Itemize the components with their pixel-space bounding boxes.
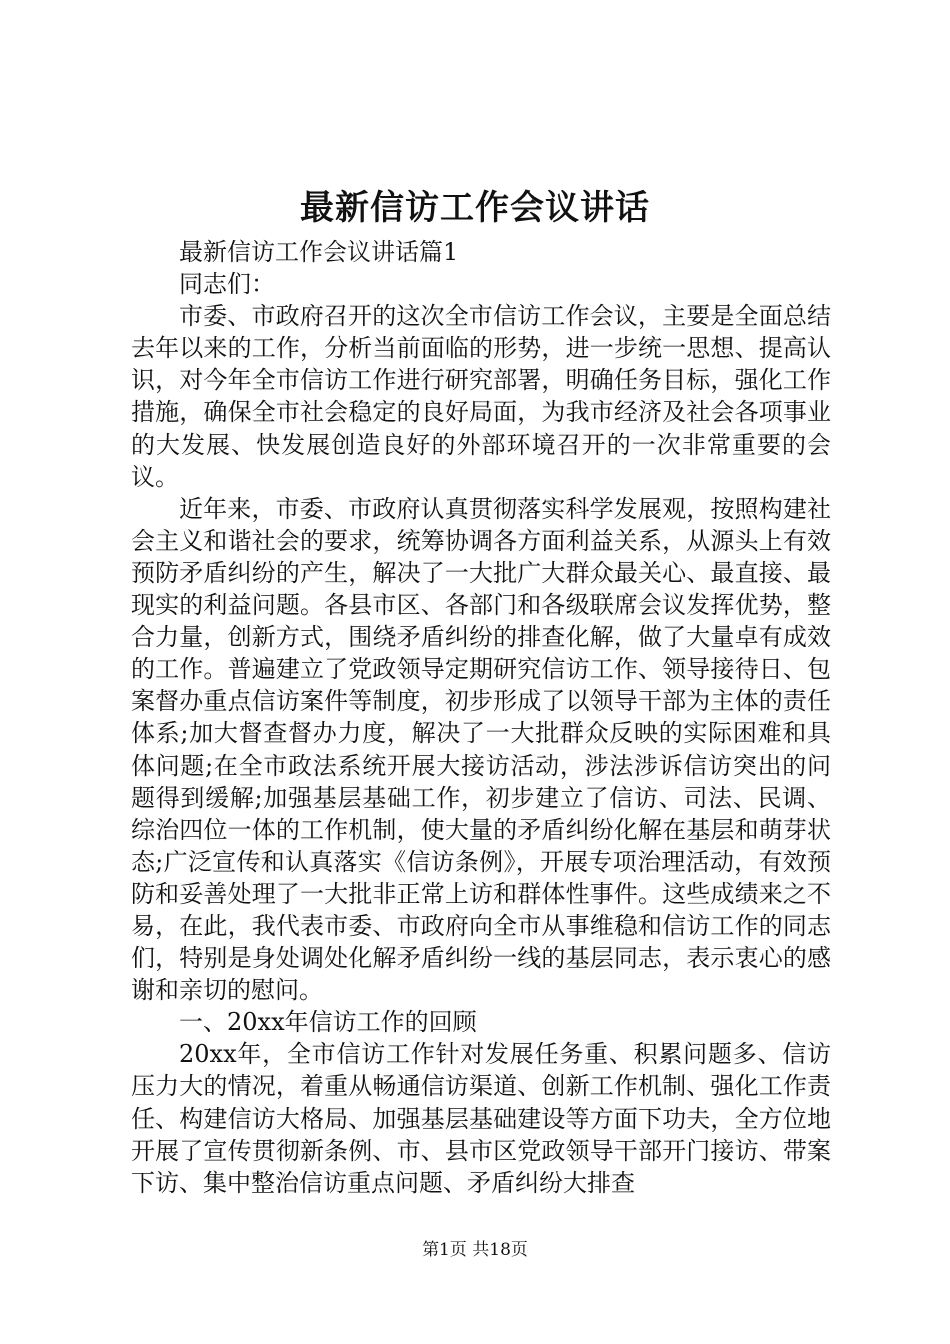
page-footer: 第1页 共18页 (422, 1240, 528, 1260)
salutation: 同志们： (179, 270, 275, 299)
subsection-heading: 一、20xx年信访工作的回顾 (179, 1008, 477, 1037)
document-title: 最新信访工作会议讲话 (300, 188, 650, 228)
paragraph-intro: 市委、市政府召开的这次全市信访工作会议，主要是全面总结去年以来的工作，分析当前面临的形势，进一步统一思想、提高认识，对今年全市信访工作进行研究部署，明确任务目标，强化工作措施，确保全市社会稳定的良好局面，为我市经济及社会各项事业的大发展、快发展创造良好的外部环境召开的一次非常重要的会议。 (131, 302, 831, 491)
section-heading: 最新信访工作会议讲话篇1 (179, 238, 459, 266)
document-body (131, 236, 831, 1199)
paragraph-review: 20xx年，全市信访工作针对发展任务重、积累问题多、信访压力大的情况，着重从畅通信访渠道、创新工作机制、强化工作责任、构建信访大格局、加强基层基础建设等方面下功夫，全方位地开展了宣传贯彻新条例、市、县市区党政领导干部开门接访、带案下访、集中整治信访重点问题、矛盾纠纷大排查 (131, 1040, 831, 1197)
paragraph-achievements: 近年来，市委、市政府认真贯彻落实科学发展观，按照构建社会主义和谐社会的要求，统筹协调各方面利益关系，从源头上有效预防矛盾纠纷的产生，解决了一大批广大群众最关心、最直接、最现实的利益问题。各县市区、各部门和各级联席会议发挥优势，整合力量，创新方式，围绕矛盾纠纷的排查化解，做了大量卓有成效的工作。普遍建立了党政领导定期研究信访工作、领导接待日、包案督办重点信访案件等制度，初步形成了以领导干部为主体的责任体系;加大督查督办力度，解决了一大批群众反映的实际困难和具体问题;在全市政法系统开展大接访活动，涉法涉诉信访突出的问题得到缓解;加强基层基础工作，初步建立了信访、司法、民调、综治四位一体的工作机制，使大量的矛盾纠纷化解在基层和萌芽状态;广泛宣传和认真落实《信访条例》，开展专项治理活动，有效预防和妥善处理了一大批非正常上访和群体性事件。这些成绩来之不易，在此，我代表市委、市政府向全市从事维稳和信访工作的同志们，特别是身处调处化解矛盾纠纷一线的基层同志，表示衷心的感谢和亲切的慰问。 (131, 494, 831, 1005)
